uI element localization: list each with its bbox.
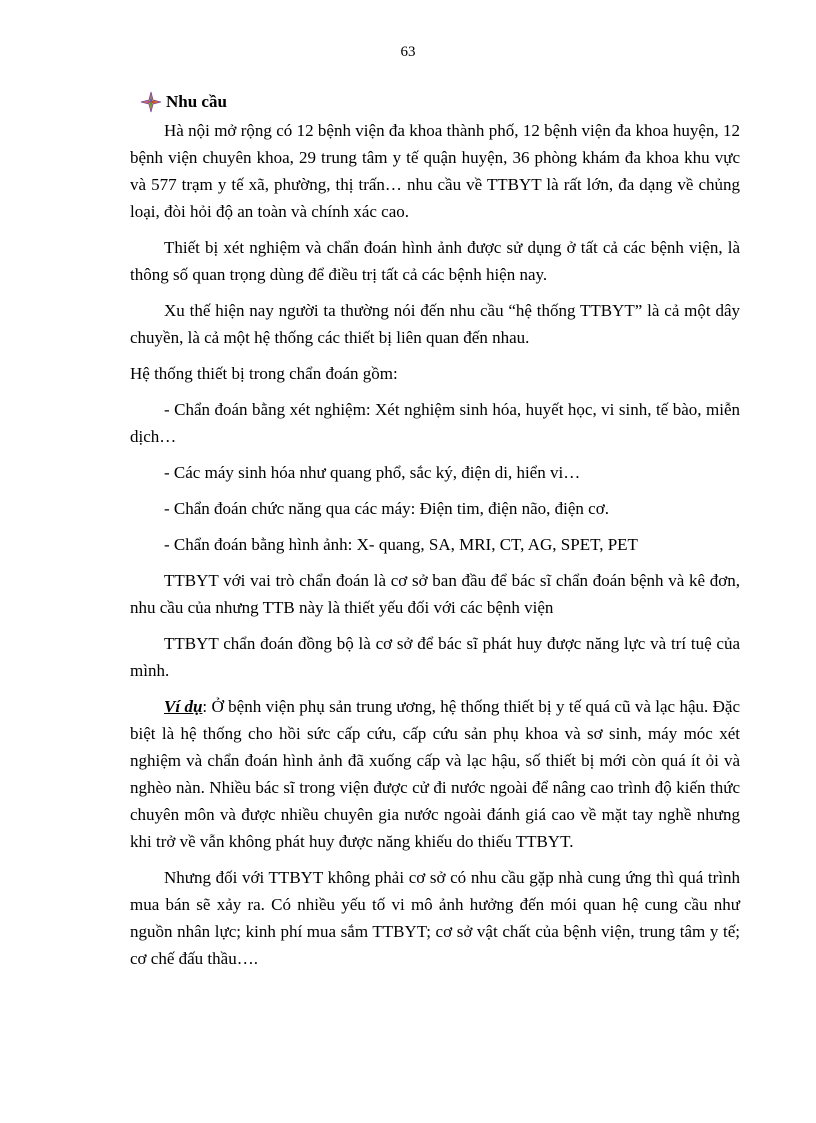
paragraph-example (130, 693, 740, 855)
paragraph-synchronous-equipment: TTBYT chẩn đoán đồng bộ là cơ sở để bác sĩ phát huy được năng lực và trí tuệ của mình. (130, 634, 740, 680)
section-heading-text: Nhu cầu (166, 92, 227, 111)
page-number: 63 (400, 44, 416, 60)
paragraph-supply-demand: Nhưng đối với TTBYT không phải cơ sở có nhu cầu gặp nhà cung ứng thì quá trình mua bán sẽ xảy ra. Có nhiều yếu tố vi mô ảnh hưởng đến mói quan hệ cung cầu như nguồn nhân lực; kinh phí mua sắm TTBYT; cơ sở vật chất của bệnh viện, trung tâm y tế; cơ chế đấu thầu…. (130, 868, 740, 968)
list-item-imaging: - Chẩn đoán bằng hình ảnh: X- quang, SA, MRI, CT, AG, SPET, PET (164, 535, 638, 554)
list-item-functional-diagnosis: - Chẩn đoán chức năng qua các máy: Điện tim, điện não, điện cơ. (164, 499, 609, 518)
example-label: Ví dụ (164, 697, 203, 716)
document-body (130, 88, 740, 981)
four-point-star-icon (140, 91, 162, 113)
section-heading (140, 88, 740, 115)
example-text: : Ở bệnh viện phụ sản trung ương, hệ thống thiết bị y tế quá cũ và lạc hậu. Đặc biệt là hệ thống cho hồi sức cấp cứu, cấp cứu sản phụ khoa và sơ sinh, máy móc xét nghiệm và chẩn đoán hình ảnh đã xuống cấp và lạc hậu, số thiết bị mới còn quá ít ỏi và nghèo nàn. Nhiều bác sĩ trong viện được cử đi nước ngoài để nâng cao trình độ kiến thức chuyên môn và được nhiều chuyên gia nước ngoài đánh giá cao về mặt tay nghề nhưng khi trở về vẫn không phát huy được năng khiếu do thiếu TTBYT. (130, 697, 740, 851)
paragraph-system-trend: Xu thế hiện nay người ta thường nói đến nhu cầu “hệ thống TTBYT” là cả một dây chuyền, là cả một hệ thống các thiết bị liên quan đến nhau. (130, 301, 740, 347)
list-item-lab-testing: - Chẩn đoán bằng xét nghiệm: Xét nghiệm sinh hóa, huyết học, vi sinh, tế bào, miễn dịch… (130, 400, 740, 446)
list-item-biochem-machines: - Các máy sinh hóa như quang phổ, sắc ký, điện di, hiển vi… (164, 463, 581, 482)
paragraph-diagnostic-equipment: Thiết bị xét nghiệm và chẩn đoán hình ảnh được sử dụng ở tất cả các bệnh viện, là thông số quan trọng dùng để điều trị tất cả các bệnh hiện nay. (130, 238, 740, 284)
paragraph-system-intro: Hệ thống thiết bị trong chẩn đoán gồm: (130, 364, 398, 383)
paragraph-hanoi-hospitals: Hà nội mở rộng có 12 bệnh viện đa khoa thành phố, 12 bệnh viện đa khoa huyện, 12 bệnh viện chuyên khoa, 29 trung tâm y tế quận huyện, 36 phòng khám đa khoa khu vực và 577 trạm y tế xã, phường, thị trấn… nhu cầu về TTBYT là rất lớn, đa dạng về chủng loại, đòi hỏi độ an toàn và chính xác cao. (130, 121, 740, 221)
paragraph-diagnostic-role: TTBYT với vai trò chẩn đoán là cơ sở ban đầu để bác sĩ chẩn đoán bệnh và kê đơn, nhu cầu của nhưng TTB này là thiết yếu đối với các bệnh viện (130, 571, 740, 617)
